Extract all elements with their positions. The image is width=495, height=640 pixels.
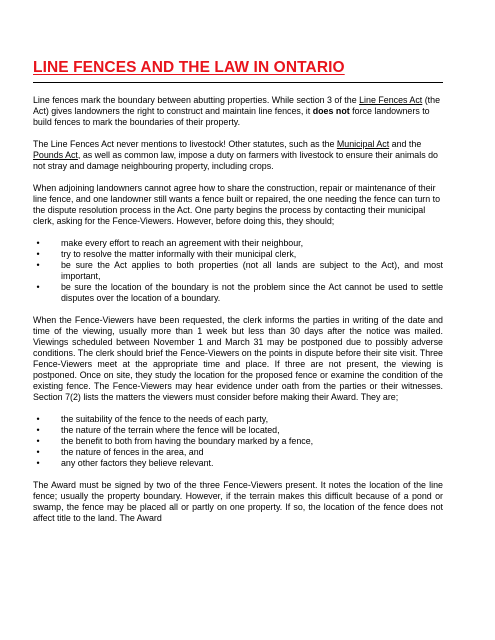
- list-item-text: try to resolve the matter informally with their municipal clerk,: [61, 249, 297, 259]
- list-item: [33, 425, 443, 436]
- list-item-text: be sure the Act applies to both properties (not all lands are subject to the Act), and most important,: [61, 260, 443, 281]
- paragraph-1-emphasis: does not: [312, 106, 350, 116]
- list-item-text: the suitability of the fence to the needs of each party,: [61, 414, 269, 424]
- paragraph-3: When adjoining landowners cannot agree how to share the construction, repair or maintenance of their line fence, and one landowner still wants a fence built or repaired, the one needing the fence can turn to the dispute resolution process in the Act. One party begins the process by contacting their municipal clerk, asking for the Fence-Viewers. However, before doing this, they should;: [33, 183, 441, 226]
- municipal-act-link[interactable]: Municipal Act: [336, 139, 390, 149]
- paragraph-2-text-b: and the: [389, 139, 422, 149]
- line-fences-act-link[interactable]: Line Fences Act: [359, 95, 423, 105]
- bullet-icon: •: [36, 447, 40, 457]
- bullet-icon: •: [36, 238, 40, 248]
- paragraph-2: [33, 139, 443, 172]
- paragraph-1: [33, 95, 443, 128]
- paragraph-4: When the Fence-Viewers have been requested, the clerk informs the parties in writing of the date and time of the viewing, usually more than 1 week but less than 30 days after the notice was mailed. Viewings scheduled between November 1 and March 31 may be postponed due to possibly adverse conditions. The clerk should brief the Fence-Viewers on the points in dispute before their site visit. Three Fence-Viewers meet at the appropriate time and place. If three are not present, the viewing is postponed. Once on site, they study the location for the proposed fence or examine the condition of the existing fence. The Fence-Viewers may hear evidence under oath from the parties or their witnesses. Section 7(2) lists the matters the viewers must consider before making their Award. They are;: [33, 315, 443, 402]
- bullet-list-2: [33, 414, 443, 469]
- list-item-text: any other factors they believe relevant.: [61, 458, 214, 468]
- list-item: [33, 260, 443, 282]
- bullet-icon: •: [36, 249, 40, 259]
- document-body: [33, 95, 443, 535]
- list-item-text: the benefit to both from having the boundary marked by a fence,: [61, 436, 314, 446]
- paragraph-1-text-b: (the Act) gives landowners the right to construct and maintain line fences, it: [33, 95, 441, 116]
- paragraph-2-text-c: , as well as common law, impose a duty on farmers with livestock to ensure their animals do not stray and damage neighbouring property, including crops.: [33, 150, 438, 171]
- pounds-act-link[interactable]: Pounds Act: [33, 150, 78, 160]
- paragraph-1-text-c: force landowners to build fences to mark the boundaries of their property.: [33, 106, 430, 127]
- page-title: LINE FENCES AND THE LAW IN ONTARIO: [33, 59, 345, 76]
- bullet-icon: •: [36, 436, 40, 446]
- bullet-icon: •: [36, 260, 40, 270]
- list-item-text: the nature of fences in the area, and: [61, 447, 204, 457]
- title-divider: [33, 82, 443, 83]
- list-item: [33, 458, 443, 469]
- bullet-icon: •: [36, 414, 40, 424]
- list-item: [33, 414, 443, 425]
- paragraph-2-text-a: The Line Fences Act never mentions to livestock! Other statutes, such as the: [33, 139, 337, 149]
- paragraph-1-text-a: Line fences mark the boundary between abutting properties. While section 3 of the: [33, 95, 360, 105]
- bullet-list-1: [33, 238, 443, 304]
- bullet-icon: •: [36, 458, 40, 468]
- list-item-text: make every effort to reach an agreement with their neighbour,: [61, 238, 304, 248]
- bullet-icon: •: [36, 282, 40, 292]
- list-item: [33, 447, 443, 458]
- list-item: [33, 249, 443, 260]
- bullet-icon: •: [36, 425, 40, 435]
- list-item-text: the nature of the terrain where the fence will be located,: [61, 425, 280, 435]
- list-item-text: be sure the location of the boundary is not the problem since the Act cannot be used to settle disputes over the location of a boundary.: [61, 282, 443, 303]
- paragraph-5: The Award must be signed by two of the three Fence-Viewers present. It notes the location of the line fence; usually the property boundary. However, if the terrain makes this difficult because of a pond or swamp, the fence may be placed all or partly on one property. If so, the location of the fence does not affect title to the land. The Award: [33, 480, 443, 523]
- list-item: [33, 238, 443, 249]
- list-item: [33, 282, 443, 304]
- list-item: [33, 436, 443, 447]
